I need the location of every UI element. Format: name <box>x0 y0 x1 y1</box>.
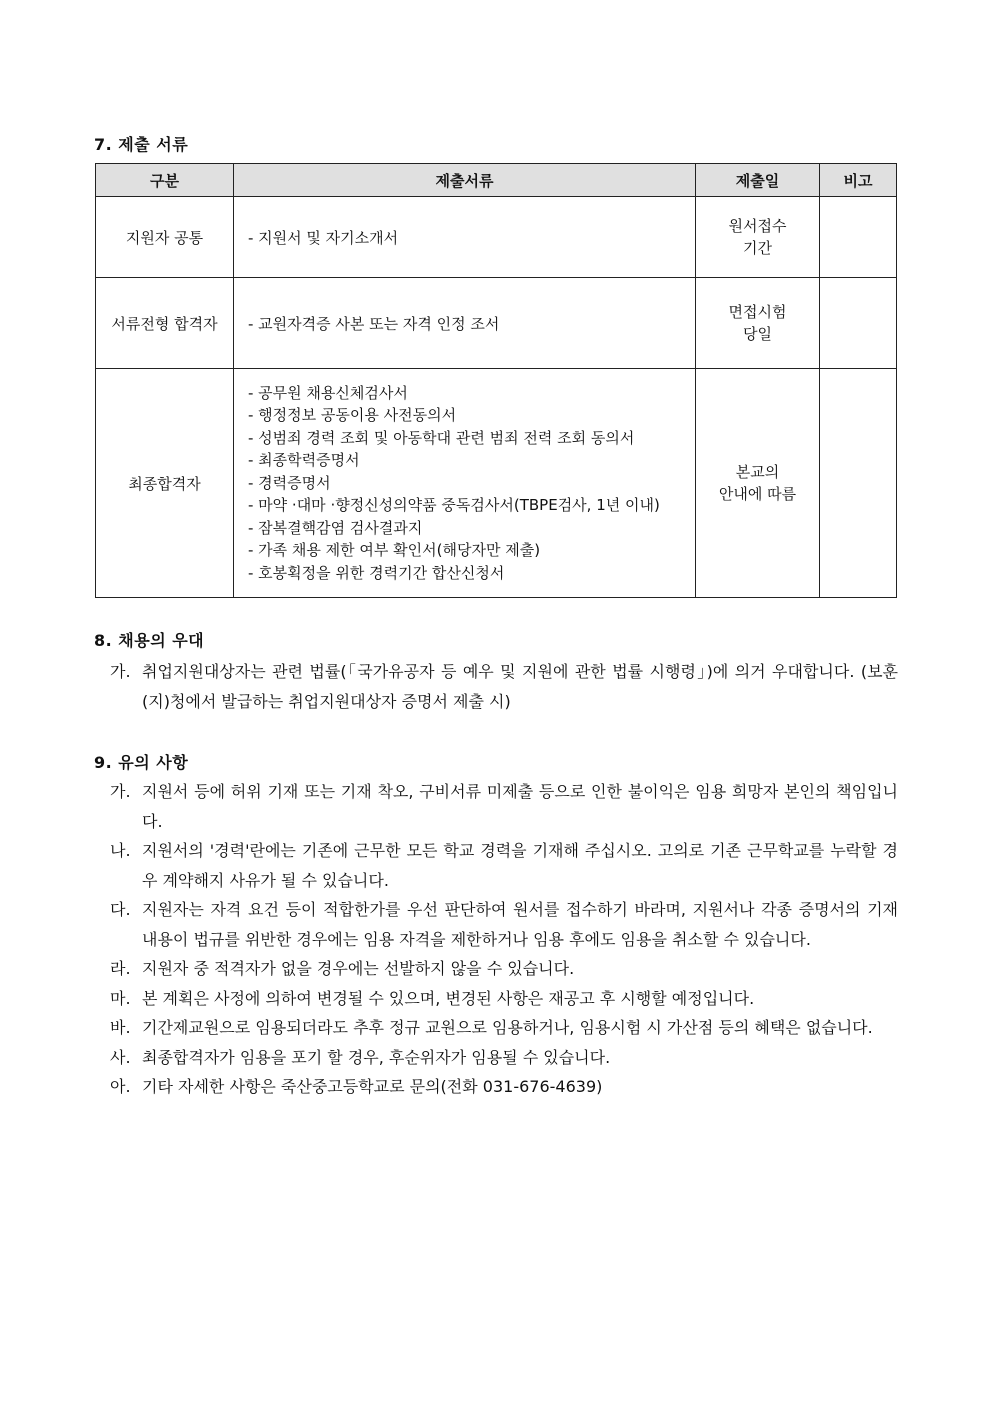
item-text: 지원서의 '경력'란에는 기존에 근무한 모든 학교 경력을 기재해 주십시오. 고의로 기존 근무학교를 누락할 경우 계약해지 사유가 될 수 있습니다. <box>142 841 898 890</box>
document-item: - 성범죄 경력 조회 및 아동학대 관련 범죄 전력 조회 동의서 <box>248 428 635 447</box>
row-note <box>820 369 897 598</box>
item-text: 취업지원대상자는 관련 법률(「국가유공자 등 예우 및 지원에 관한 법률 시행령」)에 의거 우대합니다. (보훈(지)청에서 발급하는 취업지원대상자 증명서 제출 시) <box>142 662 898 711</box>
document-item: - 공무원 채용신체검사서 <box>248 383 408 402</box>
list-item <box>110 1043 898 1073</box>
section-9-list <box>110 777 898 1102</box>
item-text: 지원자 중 적격자가 없을 경우에는 선발하지 않을 수 있습니다. <box>142 959 575 978</box>
date-line: 당일 <box>743 325 772 343</box>
document-item: - 마약 ·대마 ·향정신성의약품 중독검사서(TBPE검사, 1년 이내) <box>248 496 660 515</box>
row-note <box>820 197 897 278</box>
header-date: 제출일 <box>696 164 820 197</box>
item-text: 지원서 등에 허위 기재 또는 기재 착오, 구비서류 미제출 등으로 인한 불이익은 임용 희망자 본인의 책임입니다. <box>142 782 898 831</box>
table-row <box>96 197 897 278</box>
item-text: 지원자는 자격 요건 등이 적합한가를 우선 판단하여 원서를 접수하기 바라며, 지원서나 각종 증명서의 기재 내용이 법규를 위반한 경우에는 임용 자격을 제한하거나 임용 후에도 임용을 취소할 수 있습니다. <box>142 900 898 949</box>
section-9-title: 9. 유의 사항 <box>94 753 189 772</box>
date-line: 안내에 따름 <box>718 485 797 503</box>
list-item <box>110 984 898 1014</box>
document-item: - 잠복결핵감염 검사결과지 <box>248 518 423 537</box>
item-marker: 마. <box>110 988 131 1008</box>
section-8-list <box>110 657 898 716</box>
item-text: 기간제교원으로 임용되더라도 추후 정규 교원으로 임용하거나, 임용시험 시 가산점 등의 혜택은 없습니다. <box>142 1018 873 1037</box>
item-marker: 다. <box>110 900 131 919</box>
item-text: 본 계획은 사정에 의하여 변경될 수 있으며, 변경된 사항은 재공고 후 시행할 예정입니다. <box>142 988 755 1008</box>
list-item <box>110 1072 898 1102</box>
table-row <box>96 369 897 598</box>
item-marker: 아. <box>110 1077 131 1096</box>
row-category: 최종합격자 <box>96 369 234 598</box>
date-line: 원서접수 <box>728 216 787 235</box>
header-documents: 제출서류 <box>234 164 696 197</box>
document-item: - 행정정보 공동이용 사전동의서 <box>248 406 457 425</box>
document-item: - 지원서 및 자기소개서 <box>248 228 399 247</box>
item-text: 최종합격자가 임용을 포기 할 경우, 후순위자가 임용될 수 있습니다. <box>142 1047 611 1067</box>
row-note <box>820 278 897 369</box>
header-category: 구분 <box>96 164 234 197</box>
document-item: - 최종학력증명서 <box>248 451 360 470</box>
row-category: 지원자 공통 <box>96 197 234 278</box>
list-item <box>110 836 898 895</box>
list-item <box>110 1013 898 1043</box>
list-item <box>110 954 898 984</box>
table-header-row <box>96 164 897 197</box>
document-item: - 호봉획정을 위한 경력기간 합산신청서 <box>248 563 505 582</box>
row-category: 서류전형 합격자 <box>96 278 234 369</box>
date-line: 면접시험 <box>728 302 787 321</box>
header-note: 비고 <box>820 164 897 197</box>
item-text: 기타 자세한 사항은 죽산중고등학교로 문의(전화 031-676-4639) <box>142 1077 603 1096</box>
list-item <box>110 777 898 836</box>
item-marker: 사. <box>110 1047 131 1067</box>
item-marker: 라. <box>110 959 131 978</box>
item-marker: 가. <box>110 782 131 801</box>
document-item: - 경력증명서 <box>248 473 331 492</box>
section-7-title: 7. 제출 서류 <box>94 135 189 154</box>
item-marker: 바. <box>110 1018 131 1037</box>
section-8-title: 8. 채용의 우대 <box>94 631 205 650</box>
item-marker: 가. <box>110 662 131 681</box>
list-item <box>110 895 898 954</box>
date-line: 본교의 <box>735 462 780 481</box>
date-line: 기간 <box>743 239 772 257</box>
table-row <box>96 278 897 369</box>
document-item: - 교원자격증 사본 또는 자격 인정 조서 <box>248 314 500 333</box>
list-item <box>110 657 898 716</box>
documents-table <box>95 163 897 598</box>
document-item: - 가족 채용 제한 여부 확인서(해당자만 제출) <box>248 541 541 560</box>
item-marker: 나. <box>110 841 131 860</box>
